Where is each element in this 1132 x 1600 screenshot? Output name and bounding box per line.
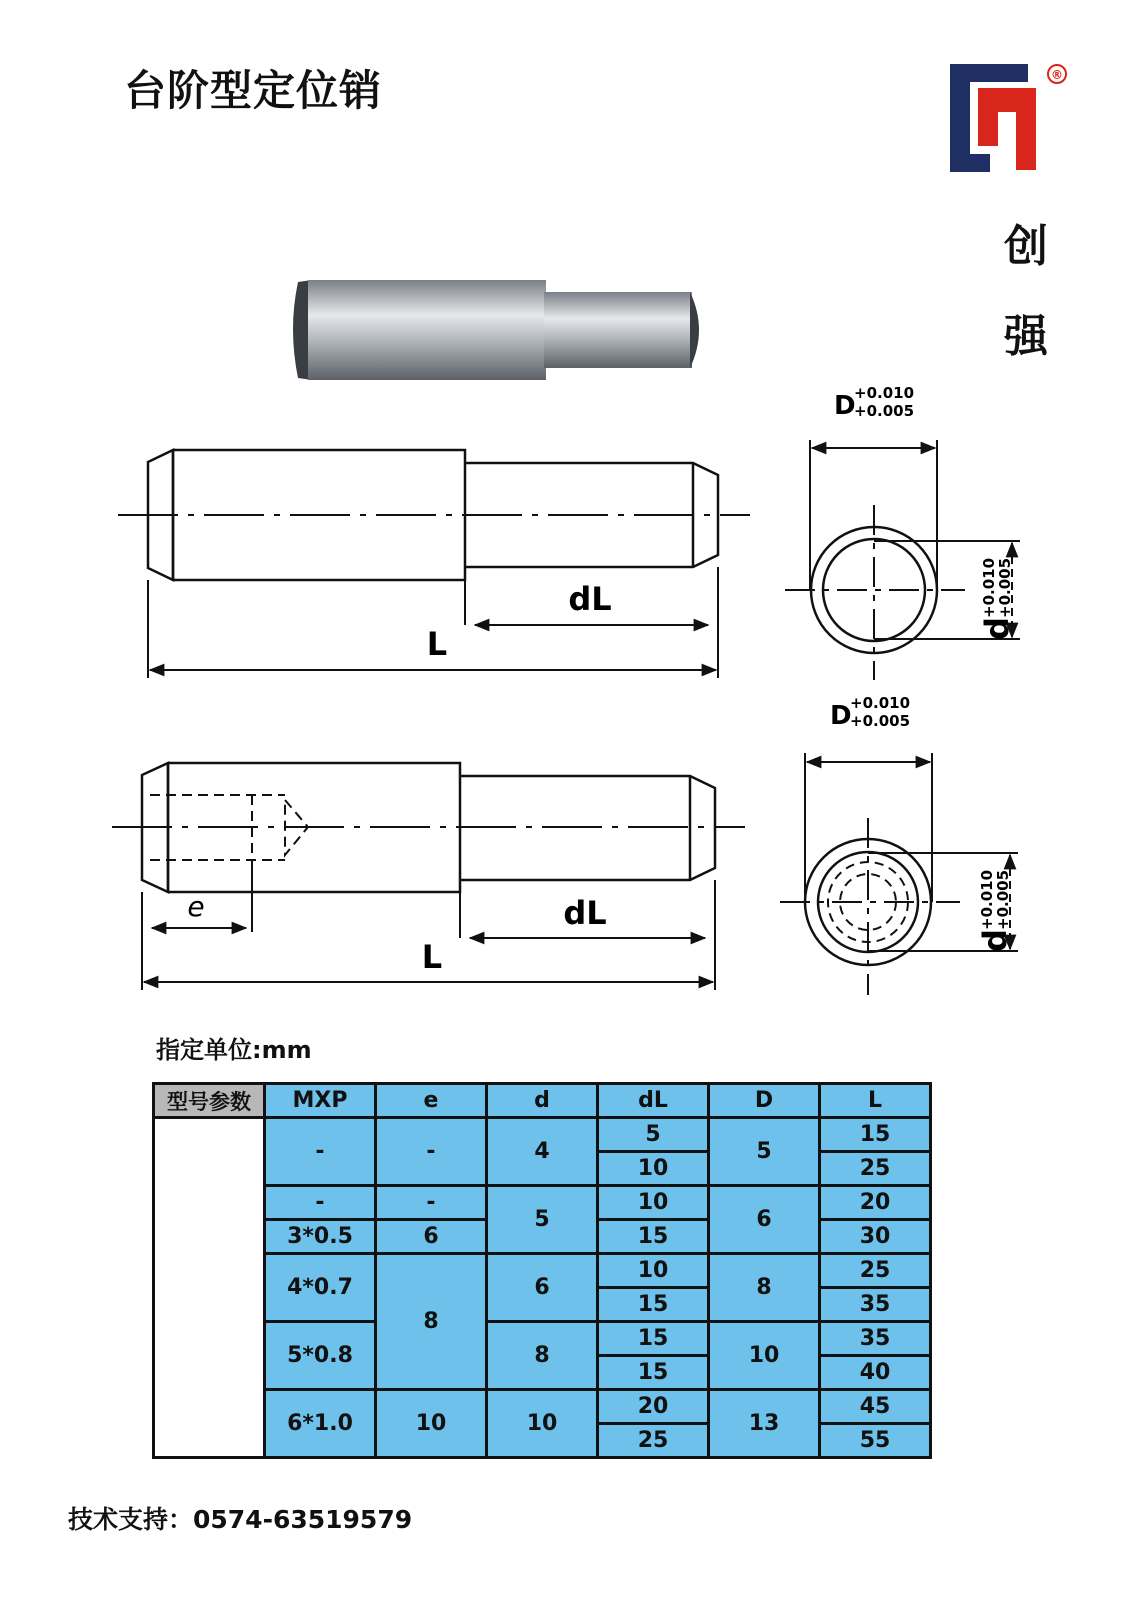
table-cell: 6 — [709, 1186, 820, 1254]
header-cell: e — [376, 1084, 487, 1118]
table-cell: 5 — [709, 1118, 820, 1186]
header-cell: dL — [598, 1084, 709, 1118]
svg-text:+0.010: +0.010 — [850, 694, 911, 712]
svg-text:+0.005: +0.005 — [854, 402, 915, 420]
header-cell: L — [820, 1084, 931, 1118]
table-cell: 35 — [820, 1288, 931, 1322]
table-cell: 10 — [487, 1390, 598, 1458]
svg-text:+0.005: +0.005 — [994, 869, 1012, 930]
spec-table — [152, 1082, 932, 1459]
table-cell: 8 — [709, 1254, 820, 1322]
brand-char-2: 强 — [1004, 311, 1048, 362]
brand-char-1: 创 — [1004, 221, 1048, 272]
table-cell: 15 — [598, 1356, 709, 1390]
table-cell: 15 — [598, 1220, 709, 1254]
header-cell: d — [487, 1084, 598, 1118]
e-label: e — [187, 890, 205, 923]
table-cell: 8 — [487, 1322, 598, 1390]
svg-text:d: d — [976, 929, 1014, 952]
table-cell: 4*0.7 — [265, 1254, 376, 1322]
header-cell: MXP — [265, 1084, 376, 1118]
table-cell: 4 — [487, 1118, 598, 1186]
page-title: 台阶型定位销 — [124, 66, 383, 115]
table-cell: 10 — [598, 1254, 709, 1288]
table-cell: 55 — [820, 1424, 931, 1458]
pin-photo — [293, 280, 699, 380]
L-label-1: L — [426, 625, 448, 663]
svg-text:d: d — [978, 617, 1016, 640]
svg-text:+0.010: +0.010 — [978, 869, 996, 930]
svg-text:+0.010: +0.010 — [980, 557, 998, 618]
table-cell: 10 — [376, 1390, 487, 1458]
table-cell: 25 — [820, 1152, 931, 1186]
table-cell: 5 — [487, 1186, 598, 1254]
table-cell: 15 — [598, 1288, 709, 1322]
table-cell: 40 — [820, 1356, 931, 1390]
table-cell: 13 — [709, 1390, 820, 1458]
table-cell: - — [376, 1186, 487, 1220]
table-cell: 8 — [376, 1254, 487, 1390]
table-cell: 10 — [598, 1152, 709, 1186]
L-label-2: L — [421, 938, 443, 976]
table-row — [154, 1322, 931, 1356]
table-row — [154, 1118, 931, 1152]
dL-label-2: dL — [563, 894, 607, 932]
model-column-blank — [154, 1118, 265, 1458]
table-cell: 10 — [709, 1322, 820, 1390]
table-cell: 6*1.0 — [265, 1390, 376, 1458]
table-cell: - — [265, 1118, 376, 1186]
table-row — [154, 1390, 931, 1424]
svg-text:+0.010: +0.010 — [854, 384, 915, 402]
table-cell: - — [376, 1118, 487, 1186]
table-cell: 6 — [376, 1220, 487, 1254]
svg-text:+0.005: +0.005 — [996, 557, 1014, 618]
table-cell: 45 — [820, 1390, 931, 1424]
table-cell: 3*0.5 — [265, 1220, 376, 1254]
table-cell: 35 — [820, 1322, 931, 1356]
svg-text:D: D — [830, 701, 852, 731]
table-cell: 25 — [820, 1254, 931, 1288]
header-cell: D — [709, 1084, 820, 1118]
table-cell: - — [265, 1186, 376, 1220]
svg-text:+0.005: +0.005 — [850, 712, 911, 730]
table-cell: 6 — [487, 1254, 598, 1322]
svg-text:D: D — [834, 391, 856, 421]
table-row — [154, 1254, 931, 1288]
table-cell: 15 — [598, 1322, 709, 1356]
table-cell: 15 — [820, 1118, 931, 1152]
table-cell: 5*0.8 — [265, 1322, 376, 1390]
table-cell: 10 — [598, 1186, 709, 1220]
table-row — [154, 1186, 931, 1220]
table-cell: 20 — [820, 1186, 931, 1220]
tech-support-phone: 技术支持：0574-63519579 — [68, 1505, 413, 1534]
table-cell: 25 — [598, 1424, 709, 1458]
dL-label-1: dL — [568, 580, 612, 618]
table-cell: 20 — [598, 1390, 709, 1424]
svg-text:®: ® — [1051, 68, 1063, 82]
table-cell: 5 — [598, 1118, 709, 1152]
unit-label: 指定单位:mm — [156, 1036, 312, 1064]
header-cell: 型号参数 — [154, 1084, 265, 1118]
table-cell: 30 — [820, 1220, 931, 1254]
table-header-row — [154, 1084, 931, 1118]
